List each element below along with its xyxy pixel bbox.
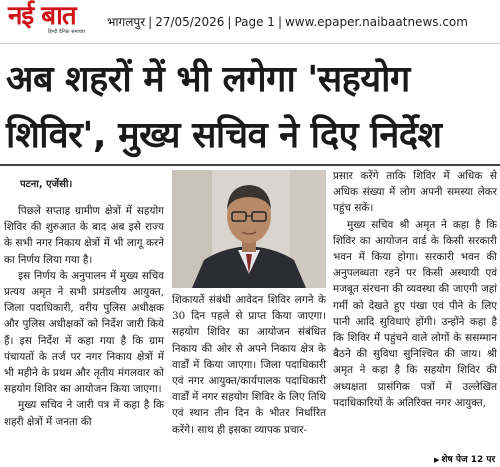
article-dateline: पटना, एजेंसी। [20,179,73,190]
edition-date: 27/05/2026 [155,15,225,29]
article-column-2 [172,292,326,467]
article-column-1 [4,203,164,467]
edition-info: भागलपुर | 27/05/2026 | Page 1 | www.epaper.naibaatnews.com [107,15,468,29]
article-column-3 [333,168,497,450]
paragraph: इस निर्णय के अनुपालन में मुख्य सचिव प्रत्यय अमृत ने सभी प्रमंडलीय आयुक्त, जिला पदाधिकारी, वरीय पुलिस अधीक्षक और पुलिस अधीक्षकों को निर्देश जारी किये हैं। इस निर्देश में कहा गया है कि ग्राम पंचायतों के तर्ज पर नगर निकाय क्षेत्रों में भी महीने के प्रथम और तृतीय मंगलवार को सहयोग शिविर का आयोजन किया जाएगा। [4,269,164,396]
epaper-url[interactable]: www.epaper.naibaatnews.com [284,15,468,29]
newspaper-logo[interactable] [8,1,104,40]
paragraph: प्रसार करेंगे ताकि शिविर में अधिक से अधिक संख्या में लोग अपनी समस्या लेकर पहुंच सकें। [333,170,497,215]
logo-tagline: हिन्दी दैनिक समाचार [48,29,86,35]
page-number: Page 1 [234,15,275,29]
paragraph: शिकायतें संबंधी आवेदन शिविर लगने के 30 दिन पहले से प्राप्त किया जाएगा। सहयोग शिविर का आयोजन संबंधित निकाय की ओर से अपने निकाय क्षेत्र के वार्डों में किया जाएगा। जिला पदाधिकारी एवं नगर आयुक्त/कार्यपालक पदाधिकारी वार्डों में नगर सहयोग शिविर के लिए तिथि एवं स्थान तीन दिन के भीतर निर्धारित करेंगे। साथ ही इसका व्यापक प्रचार- [172,294,326,436]
masthead [0,0,500,44]
chief-secretary-photo[interactable] [172,170,326,288]
continued-on-page-link[interactable]: ▶ शेष पेज 12 पर [434,452,495,465]
article-headline: अब शहरों में भी लगेगा 'सहयोग शिविर', मुख्य सचिव ने दिए निर्देश [6,59,442,156]
portrait-image [172,170,326,288]
paragraph: मुख्य सचिव ने जारी पत्र में कहा है कि शहरी क्षेत्रों में जनता की [4,399,164,428]
paragraph: पिछले सप्ताह ग्रामीण क्षेत्रों में सहयोग शिविर की शुरुआत के बाद अब इसे राज्य के सभी नगर निकाय क्षेत्रों में भी लागू करने का निर्णय लिया गया है। [4,205,164,266]
logo-text: नई बात [8,1,76,31]
paragraph: मुख्य सचिव श्री अमृत ने कहा है कि शिविर का आयोजन वार्ड के किसी सरकारी भवन में किया होगा। सरकारी भवन की अनुपलब्धता रहने पर किसी अस्थायी एवं मजबूत संरचना की व्यवस्था की जाएगी जहां गर्मी को देखते हुए पंखा एवं पीने के लिए पानी आदि सुविधाएं होंगी। उन्होंने कहा है कि शिविर में पहुंचने वाले लोगों के ससम्मान बैठने की सुविधा सुनिश्चित की जाय। श्री अमृत ने कहा है कि सहयोग शिविर की अध्यक्षता प्रासंगिक पत्रों में उल्लेखित पदाधिकारियों के अतिरिक्त नगर आयुक्त, [333,218,497,409]
headline-divider [0,164,500,166]
edition-city: भागलपुर [107,15,146,29]
